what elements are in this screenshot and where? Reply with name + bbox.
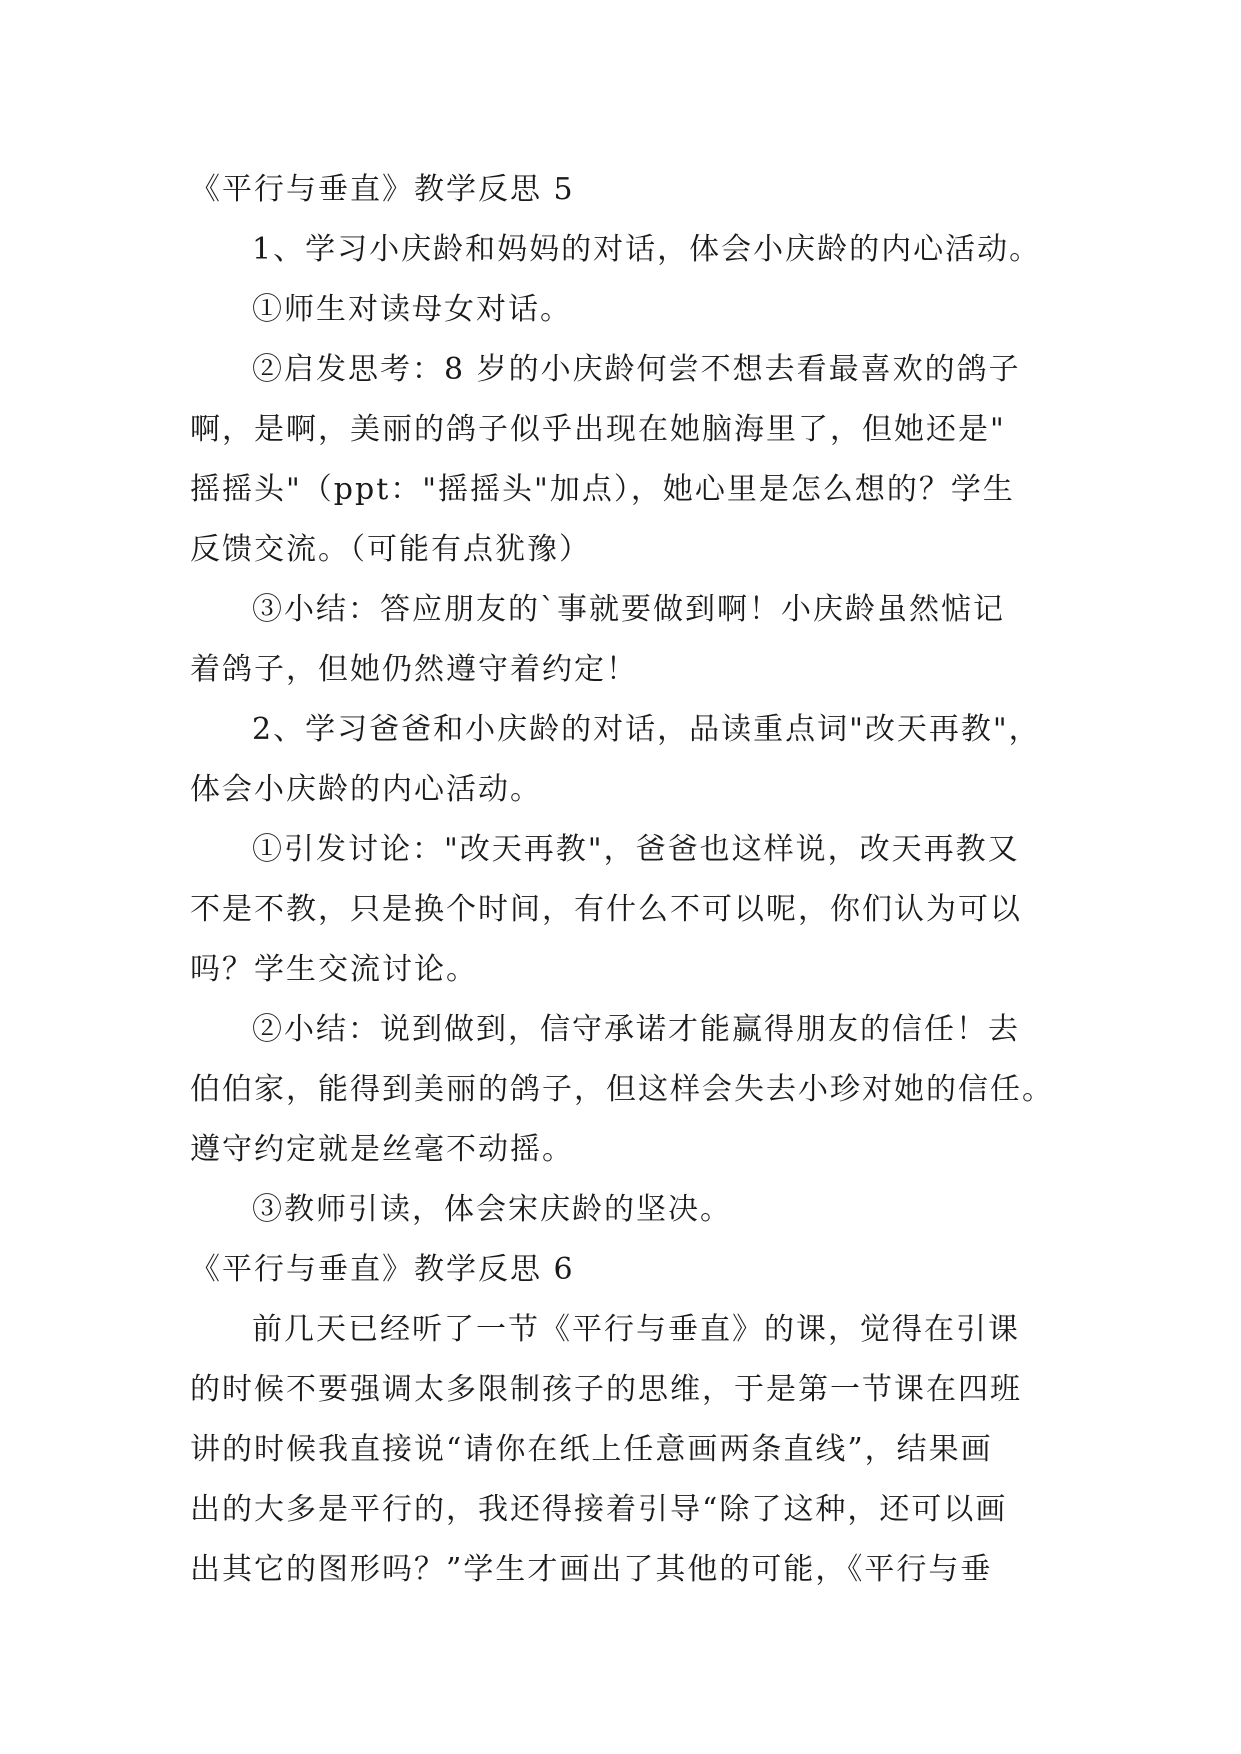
paragraph-line: 的时候不要强调太多限制孩子的思维，于是第一节课在四班 [190, 1372, 1022, 1407]
paragraph-line: 1、学习小庆龄和妈妈的对话，体会小庆龄的内心活动。 [252, 232, 1042, 267]
section-heading-6: 《平行与垂直》教学反思 6 [190, 1252, 575, 1287]
paragraph-line: 出的大多是平行的，我还得接着引导“除了这种，还可以画 [190, 1492, 1008, 1527]
document-body [190, 160, 1060, 1600]
paragraph-line: 出其它的图形吗？”学生才画出了其他的可能，《平行与垂 [190, 1552, 993, 1587]
paragraph-line: ①引发讨论："改天再教"，爸爸也这样说，改天再教又 [252, 832, 1020, 867]
paragraph-line: 啊，是啊，美丽的鸽子似乎出现在她脑海里了，但她还是" [190, 412, 1006, 447]
paragraph-line: 吗？学生交流讨论。 [190, 952, 478, 987]
paragraph-line: 体会小庆龄的内心活动。 [190, 772, 542, 807]
paragraph-line: ①师生对读母女对话。 [252, 292, 572, 327]
paragraph-line: 伯伯家，能得到美丽的鸽子，但这样会失去小珍对她的信任。 [190, 1072, 1054, 1107]
paragraph-line: ③小结：答应朋友的`事就要做到啊！小庆龄虽然惦记 [252, 592, 1005, 627]
paragraph-line: 反馈交流。（可能有点犹豫） [190, 532, 591, 567]
paragraph-line: 摇摇头"（ppt："摇摇头"加点），她心里是怎么想的？学生 [190, 472, 1015, 507]
paragraph-line: 遵守约定就是丝毫不动摇。 [190, 1132, 574, 1167]
paragraph-line: 2、学习爸爸和小庆龄的对话，品读重点词"改天再教"， [252, 712, 1041, 747]
paragraph-line: 着鸽子，但她仍然遵守着约定！ [190, 652, 638, 687]
paragraph-line: 不是不教，只是换个时间，有什么不可以呢，你们认为可以 [190, 892, 1022, 927]
paragraph-line: ③教师引读，体会宋庆龄的坚决。 [252, 1192, 732, 1227]
paragraph-line: ②启发思考：8 岁的小庆龄何尝不想去看最喜欢的鸽子 [252, 352, 1021, 387]
paragraph-line: 前几天已经听了一节《平行与垂直》的课，觉得在引课 [252, 1312, 1020, 1347]
paragraph-line: 讲的时候我直接说“请你在纸上任意画两条直线”，结果画 [190, 1432, 993, 1467]
section-heading-5: 《平行与垂直》教学反思 5 [190, 172, 575, 207]
paragraph-line: ②小结：说到做到，信守承诺才能赢得朋友的信任！去 [252, 1012, 1020, 1047]
